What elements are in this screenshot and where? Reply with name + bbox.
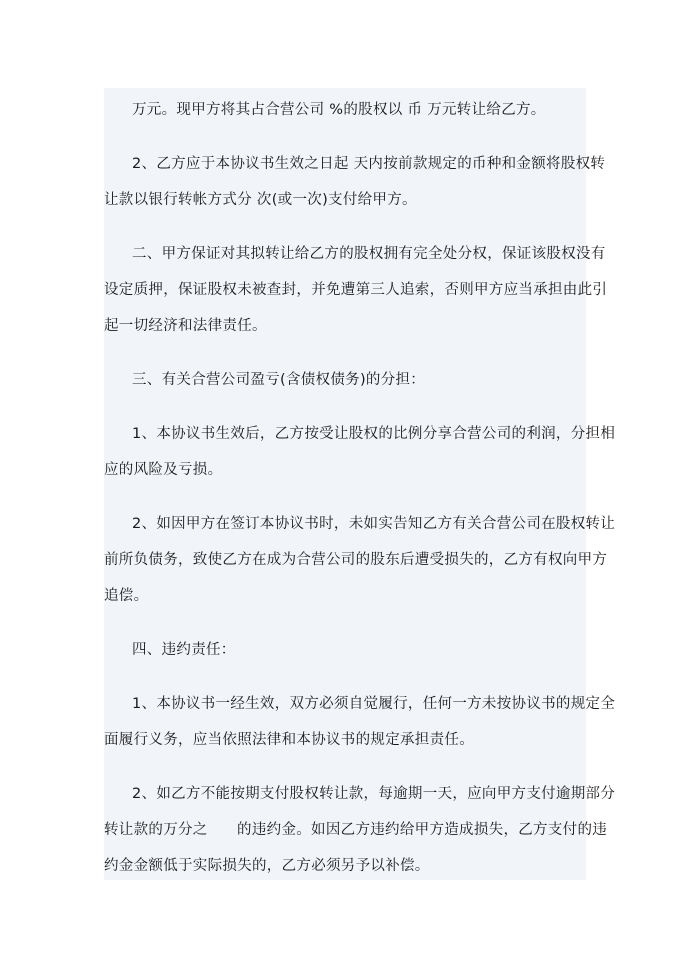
paragraph-line: 2、如乙方不能按期支付股权转让款，每逾期一天，应向甲方支付逾期部分 [132,786,616,802]
paragraph-line: 2、如因甲方在签订本协议书时，未如实告知乙方有关合营公司在股权转让 [132,516,616,532]
paragraph-line: 1、本协议书一经生效，双方必须自觉履行，任何一方未按协议书的规定全 [132,696,616,712]
paragraph-line: 二、甲方保证对其拟转让给乙方的股权拥有完全处分权，保证该股权没有 [132,246,606,262]
paragraph-line: 面履行义务，应当依照法律和本协议书的规定承担责任。 [104,732,474,748]
paragraph-line: 设定质押，保证股权未被查封，并免遭第三人追索，否则甲方应当承担由此引 [104,282,608,298]
paragraph-line: 2、乙方应于本协议书生效之日起 天内按前款规定的币种和金额将股权转 [132,156,606,172]
paragraph-line: 前所负债务，致使乙方在成为合营公司的股东后遭受损失的，乙方有权向甲方 [104,552,608,568]
paragraph-line: 1、本协议书生效后，乙方按受让股权的比例分享合营公司的利润，分担相 [132,426,616,442]
document-text-block [104,88,616,880]
paragraph-line: 应的风险及亏损。 [104,462,223,478]
section-heading: 三、有关合营公司盈亏(含债权债务)的分担： [132,372,426,388]
paragraph-line: 约金金额低于实际损失的，乙方必须另予以补偿。 [104,858,430,874]
paragraph-line: 起一切经济和法律责任。 [104,318,267,334]
section-heading: 四、违约责任： [132,642,236,658]
paragraph-line: 万元。现甲方将其占合营公司 %的股权以 币 万元转让给乙方。 [132,102,546,118]
paragraph-line: 让款以银行转帐方式分 次(或一次)支付给甲方。 [104,192,417,208]
paragraph-line: 转让款的万分之 的违约金。如因乙方违约给甲方造成损失，乙方支付的违 [104,822,608,838]
paragraph-line: 追偿。 [104,588,149,604]
